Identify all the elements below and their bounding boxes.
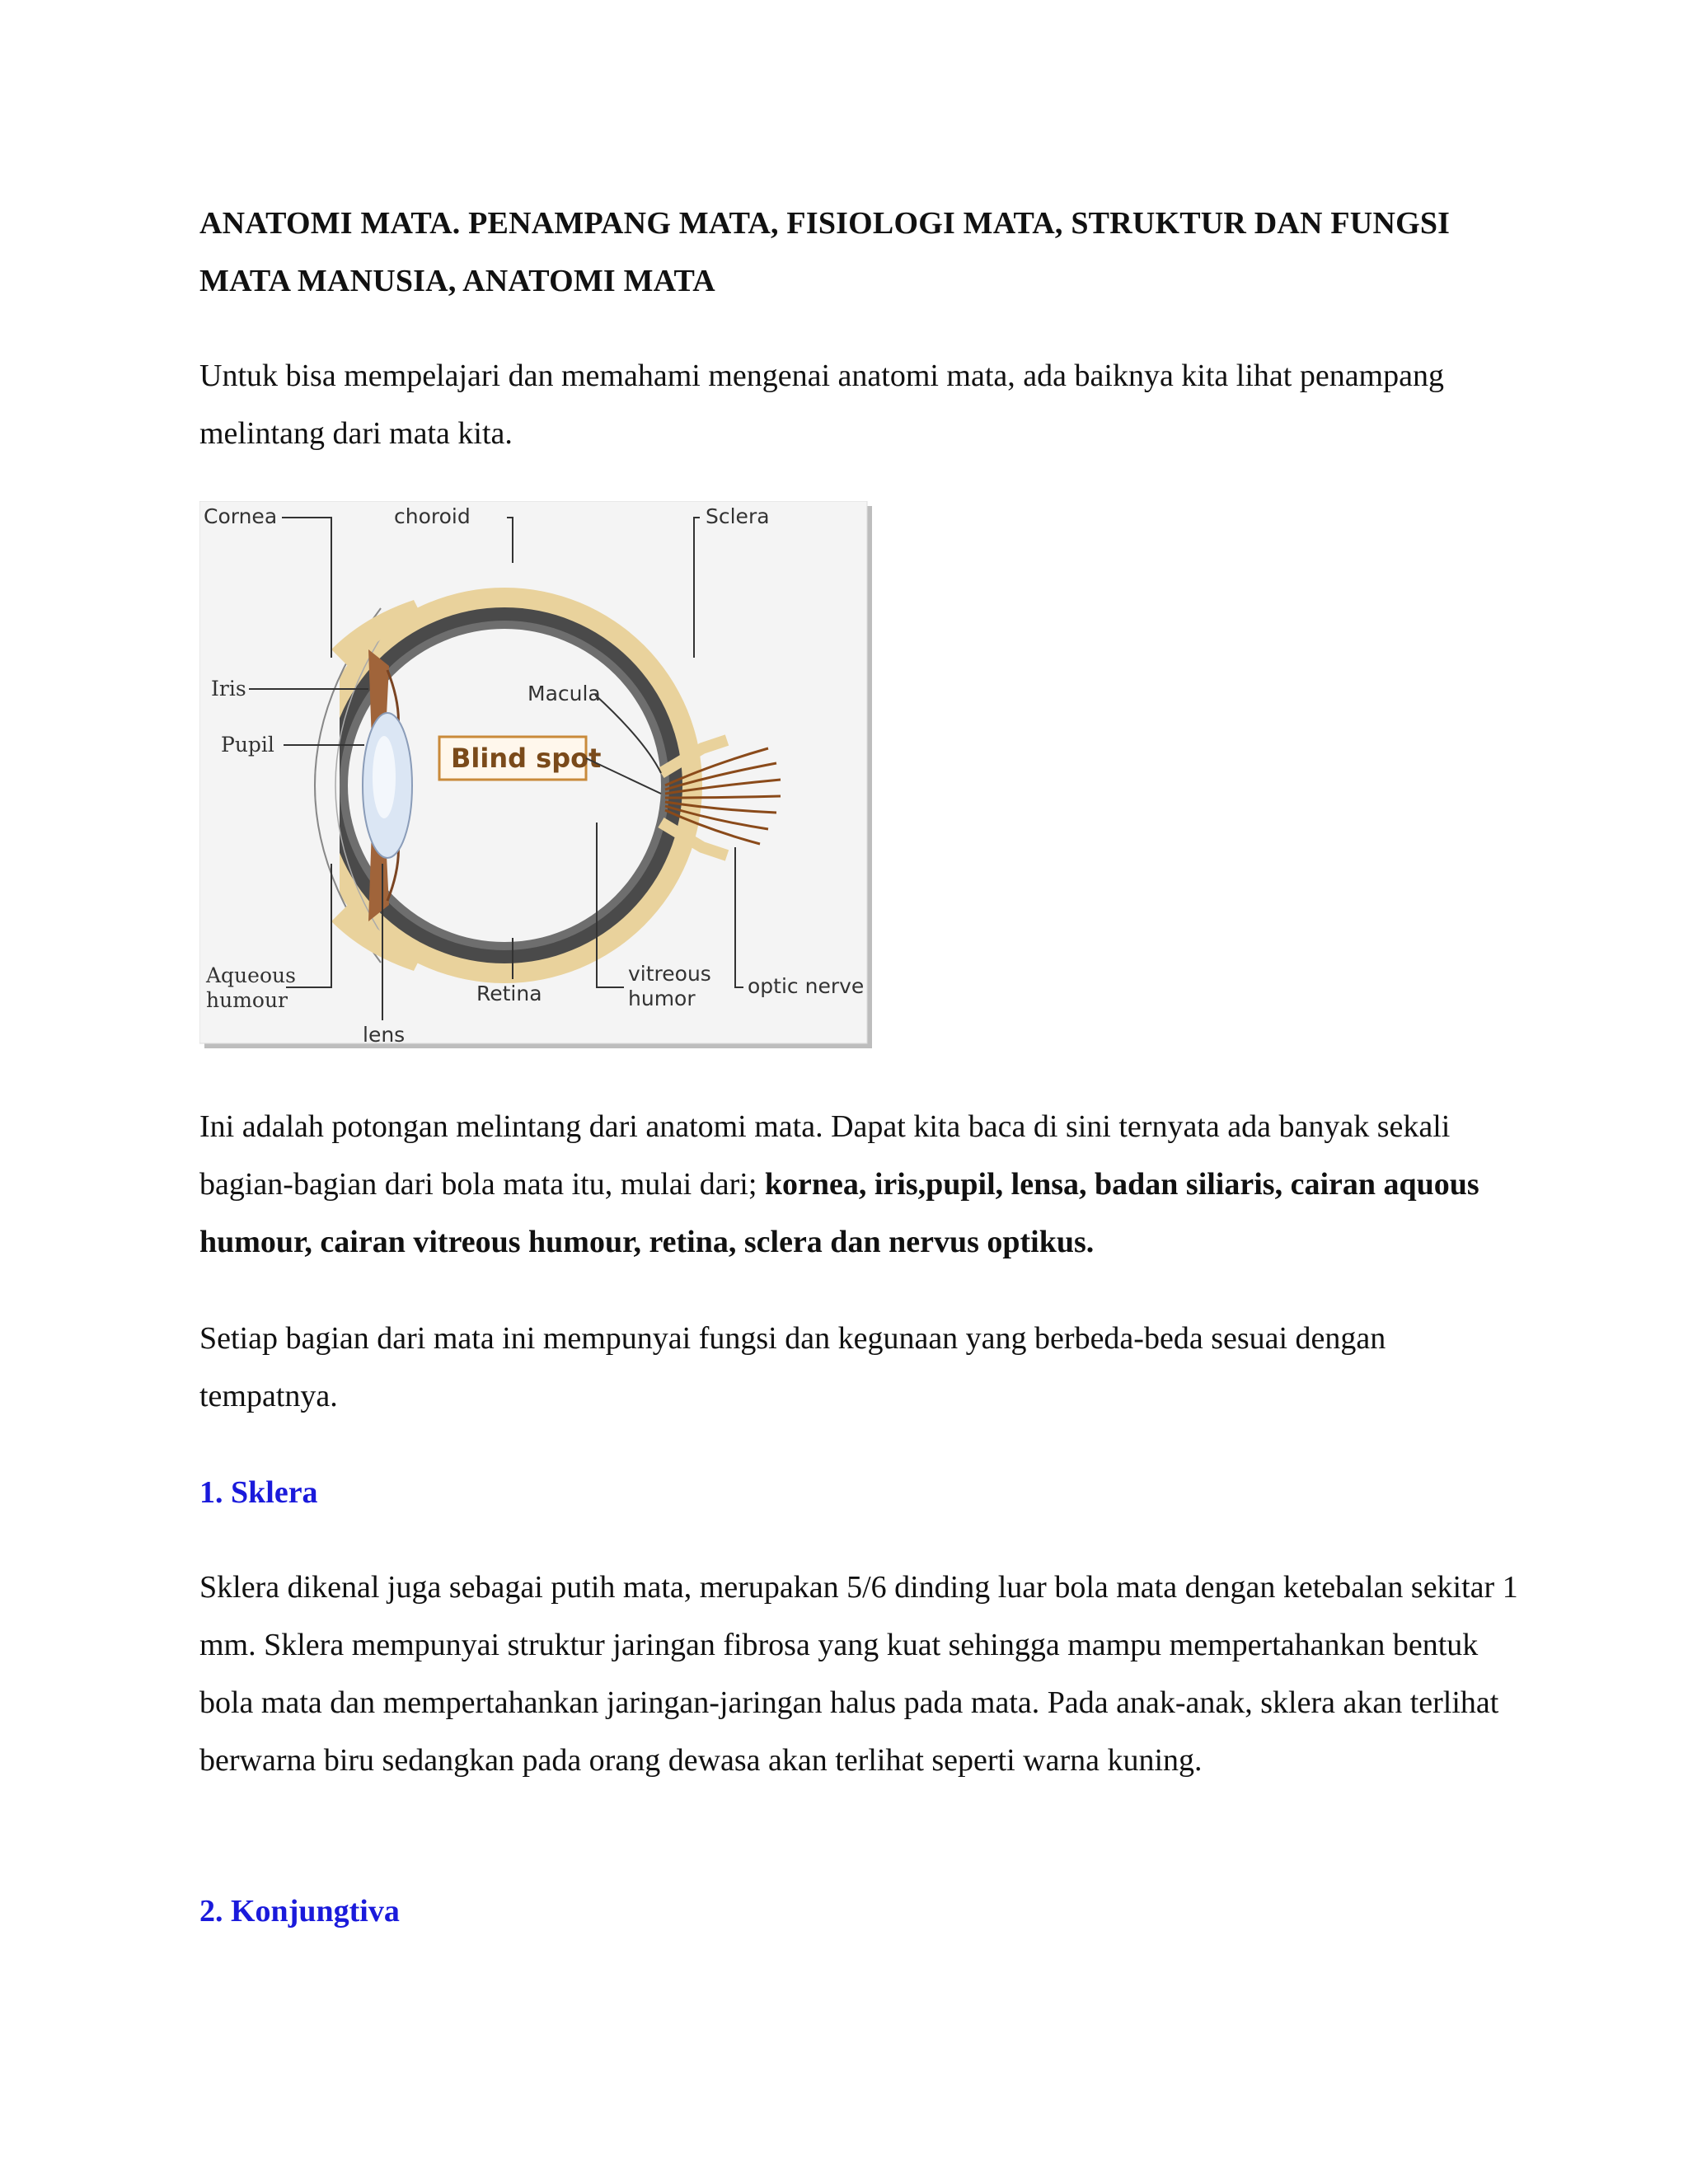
section-heading-sklera: 1. Sklera	[199, 1475, 318, 1510]
label-cornea: Cornea	[204, 504, 278, 528]
section-heading-konjungtiva: 2. Konjungtiva	[199, 1894, 400, 1929]
label-pupil: Pupil	[221, 733, 274, 757]
label-vitreous-2: humor	[628, 987, 696, 1010]
label-iris: Iris	[211, 677, 246, 701]
label-choroid: choroid	[394, 504, 471, 528]
intro-paragraph: Untuk bisa mempelajari dan memahami mengenai anatomi mata, ada baiknya kita lihat penampang melintang dari mata kita.	[199, 359, 1444, 451]
description-text: Ini adalah potongan melintang dari anatomi mata. Dapat kita baca di sini ternyata ada banyak sekali bagian-bagian dari bola mata itu, mulai dari;	[199, 1109, 1451, 1202]
label-lens: lens	[363, 1023, 406, 1047]
description-bold-list: kornea, iris,pupil, lensa, badan siliaris, cairan aquous humour, cairan vitreous humour, retina, sclera dan nervus optikus.	[199, 1167, 1479, 1259]
blind-spot-label: Blind spot	[451, 743, 602, 774]
sklera-paragraph: Sklera dikenal juga sebagai putih mata, merupakan 5/6 dinding luar bola mata dengan ketebalan sekitar 1 mm. Sklera mempunyai struktur jaringan fibrosa yang kuat sehingga mampu mempertahankan bentuk bola mata dan mempertahankan jaringan-jaringan halus pada mata. Pada anak-anak, sklera akan terlihat berwarna biru sedangkan pada orang dewasa akan terlihat seperti warna kuning.	[199, 1570, 1518, 1778]
eye-diagram	[199, 501, 875, 1052]
label-sclera: Sclera	[706, 504, 770, 528]
eye-anatomy-figure	[199, 501, 875, 1052]
label-macula: Macula	[528, 682, 601, 705]
page-title: ANATOMI MATA. PENAMPANG MATA, FISIOLOGI MATA, STRUKTUR DAN FUNGSI MATA MANUSIA, ANATOMI MATA	[199, 206, 1451, 298]
description-paragraph	[199, 1098, 1518, 1271]
function-paragraph: Setiap bagian dari mata ini mempunyai fungsi dan kegunaan yang berbeda-beda sesuai dengan tempatnya.	[199, 1321, 1386, 1413]
label-vitreous-1: vitreous	[628, 962, 711, 986]
label-aqueous-1: Aqueous	[206, 963, 296, 987]
label-optic-nerve: optic nerve	[748, 974, 865, 998]
label-aqueous-2: humour	[206, 988, 288, 1012]
label-retina: Retina	[476, 982, 542, 1005]
